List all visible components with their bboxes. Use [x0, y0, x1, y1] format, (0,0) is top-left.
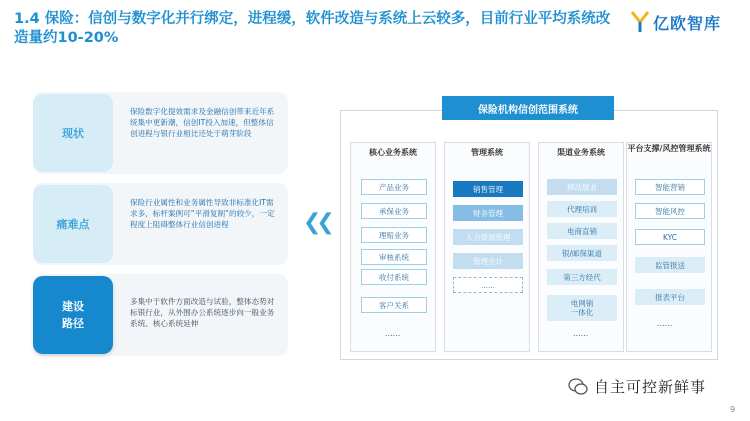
list-item: 人力资源管理 — [453, 229, 523, 245]
platform-risk-column — [626, 142, 712, 352]
list-item: 财务管理 — [453, 205, 523, 221]
page-title: 1.4 保险：信创与数字化并行绑定，进程缓，软件改造与系统上云较多，目前行业平均系统改造量约10-20% — [14, 11, 611, 46]
build-path-card — [33, 274, 288, 356]
core-business-column — [350, 142, 436, 352]
list-item: ...... — [453, 277, 523, 293]
list-item: 智能风控 — [635, 203, 705, 219]
list-item: ...... — [573, 329, 589, 338]
build-path-label: 建设 路径 — [62, 300, 84, 330]
list-item: 产品业务 — [361, 179, 427, 195]
channel-business-column — [538, 142, 624, 352]
list-item: 监管报送 — [635, 257, 705, 273]
build-path-badge — [33, 276, 113, 354]
logo-icon — [630, 10, 650, 34]
list-item: 电网销 一体化 — [547, 295, 617, 321]
list-item: 第三方经代 — [547, 269, 617, 285]
list-item: KYC — [635, 229, 705, 245]
list-item: ...... — [385, 329, 401, 338]
list-item: 承保业务 — [361, 203, 427, 219]
build-path-text: 多集中于软件方面改造与试验，整体态势对标银行业，从外围办公系统逐步向一般业务系统、核心系统延伸 — [130, 297, 275, 328]
chevron-left-icon: ❮❮ — [303, 210, 330, 235]
wechat-icon — [568, 378, 588, 396]
column-head: 管理系统 — [471, 148, 503, 157]
status-badge: 现状 — [33, 94, 113, 172]
column-head: 渠道业务系统 — [557, 148, 605, 157]
pain-points-badge: 痛难点 — [33, 185, 113, 263]
list-item: 移动展业 — [547, 179, 617, 195]
status-card — [33, 92, 288, 174]
list-item: 智能营销 — [635, 179, 705, 195]
list-item: 收付系统 — [361, 269, 427, 285]
scope-title: 保险机构信创范围系统 — [442, 96, 614, 120]
wechat-account — [568, 376, 706, 397]
column-head: 平台支撑/风控管理系统 — [627, 144, 711, 153]
brand-logo — [630, 10, 721, 34]
column-head: 核心业务系统 — [369, 148, 417, 157]
status-text: 保险数字化提效需求及金融信创带来近年系统集中更新潮，信创IT投入加速，但整体信创进程与银行业相比还处于萌芽阶段 — [130, 107, 275, 138]
pain-points-text: 保险行业属性和业务属性导致非标准化IT需求多，标杆案例可“平滑复制”的较少，一定程度上阻碍整体行业信创进程 — [130, 198, 275, 229]
list-item: 报表平台 — [635, 289, 705, 305]
list-item: 银/邮保渠道 — [547, 245, 617, 261]
list-item: 审核系统 — [361, 249, 427, 265]
list-item: 理赔业务 — [361, 227, 427, 243]
wechat-name: 自主可控新鲜事 — [594, 378, 707, 396]
logo-text: 亿欧智库 — [653, 13, 722, 33]
page-number: 9 — [730, 405, 736, 414]
management-column — [444, 142, 530, 352]
list-item: 销售管理 — [453, 181, 523, 197]
list-item: ...... — [657, 319, 673, 328]
pain-points-card — [33, 183, 288, 265]
list-item: 电商直销 — [547, 223, 617, 239]
list-item: 客户关系 — [361, 297, 427, 313]
list-item: 管理会计 — [453, 253, 523, 269]
list-item: 代理培训 — [547, 201, 617, 217]
